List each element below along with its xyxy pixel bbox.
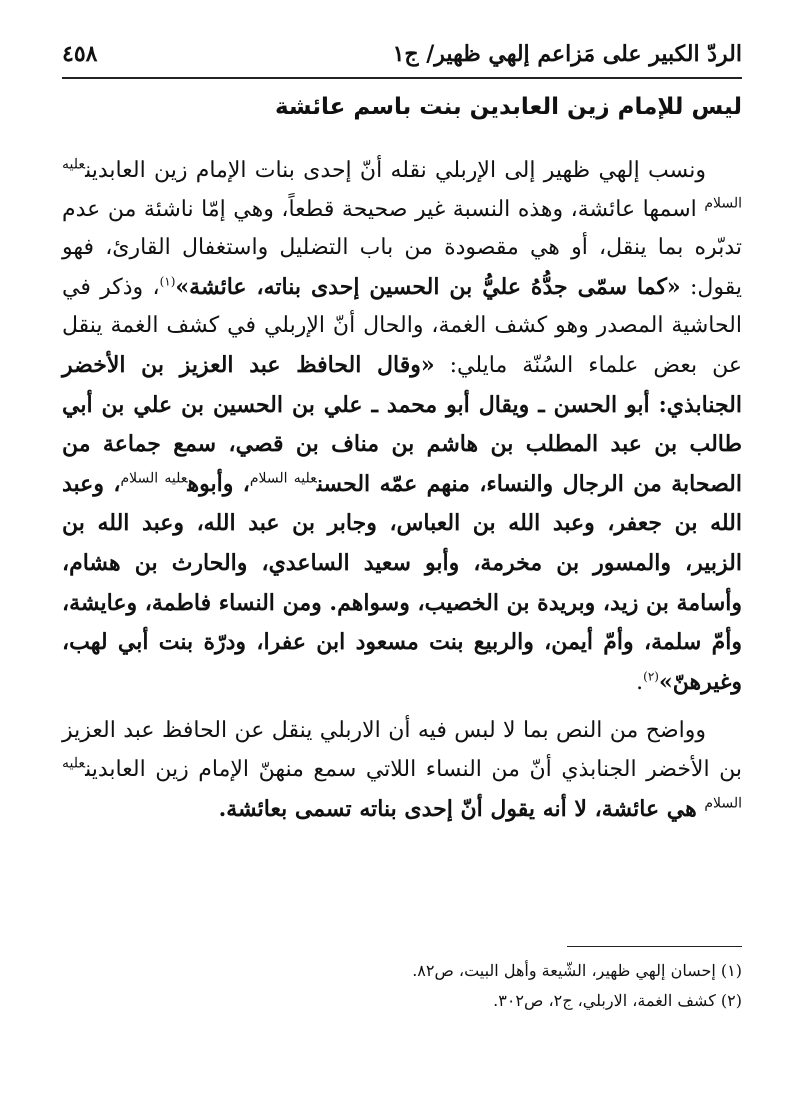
paragraph-2-text-b: هي عائشة، لا أنه يقول أنّ إحدى بناته تسمى بعائشة. [218, 795, 705, 822]
honorific-mark: عليه السلام [120, 470, 188, 487]
footnote-1: (١) إحسان إلهي ظهير، الشّيعة وأهل البيت، ص٨٢. [412, 961, 742, 980]
honorific-mark: عليه السلام [249, 470, 317, 487]
page-number: ٤٥٨ [62, 41, 98, 67]
footnotes [62, 956, 742, 1016]
book-title: الردّ الكبير على مَزاعم إلهي ظهير/ ج١ [392, 41, 742, 67]
quote-1: «كما سمّى جدُّهُ عليُّ بن الحسين إحدى بناته، عائشة» [175, 273, 681, 300]
paragraph-1-text-b: اسمها عائشة، وهذه النسبة غير صحيحة قطعاً، وهي إمّا ناشئة من عدم تدبّره بما ينقل، أو هي مقصودة من باب التضليل واستغفال القارئ، فهو يقول: [62, 196, 742, 300]
quote-2-part-b: ، وأبوه [187, 470, 250, 497]
running-header [62, 36, 742, 72]
paragraph-2 [62, 712, 742, 829]
quote-2-part-a: «وقال الحافظ عبد العزيز بن الأخضر الجنابذي: أبو الحسن ـ ويقال أبو محمد ـ علي بن الحسين بن علي بن أبي طالب بن عبد المطلب بن هاشم بن مناف بن قصي، سمع جماعة من الصحابة من الرجال والنساء، منهم عمّه الحسن [62, 351, 742, 497]
paragraph-2-text-a: وواضح من النص بما لا لبس فيه أن الاربلي ينقل عن الحافظ عبد العزيز بن الأخضر الجنابذي أنّ من النساء اللاتي سمع منهنّ الإمام زين العابدين [62, 718, 742, 782]
book-page [62, 0, 742, 1105]
body-text [62, 152, 742, 829]
footnote-divider [567, 946, 742, 947]
header-divider [62, 77, 742, 79]
footnote-ref-2: (٢) [643, 669, 659, 684]
quote-2-part-c: ، وعبد الله بن جعفر، وعبد الله بن العباس، وجابر بن عبد الله، وعبد الله بن الزبير، والمسور بن مخرمة، وأبو سعيد الساعدي، والحارث بن هشام، وأسامة بن زيد، وبريدة بن الخصيب، وسواهم. ومن النساء فاطمة، وعايشة، وأمّ سلمة، وأمّ أيمن، والربيع بنت مسعود ابن عفرا، ودرّة بنت أبي لهب، وغيرهنّ» [62, 470, 742, 695]
honorific-mark: عليه السلام [62, 755, 742, 812]
paragraph-1-text-d: . [636, 669, 644, 695]
paragraph-1-text-c: ، وذكر في الحاشية المصدر وهو كشف الغمة، والحال أنّ الإربلي في كشف الغمة ينقل عن بعض علماء السُنّة مايلي: [62, 274, 742, 378]
footnote-ref-1: (١) [159, 274, 176, 289]
footnote-2: (٢) كشف الغمة، الاربلي، ج٢، ص٣٠٢. [493, 991, 742, 1010]
paragraph-1 [62, 152, 742, 702]
section-heading: ليس للإمام زين العابدين بنت باسم عائشة [274, 94, 742, 120]
honorific-mark: عليه السلام [62, 156, 742, 212]
paragraph-1-text-a: ونسب إلهي ظهير إلى الإربلي نقله أنّ إحدى بنات الإمام زين العابدين [85, 158, 706, 183]
